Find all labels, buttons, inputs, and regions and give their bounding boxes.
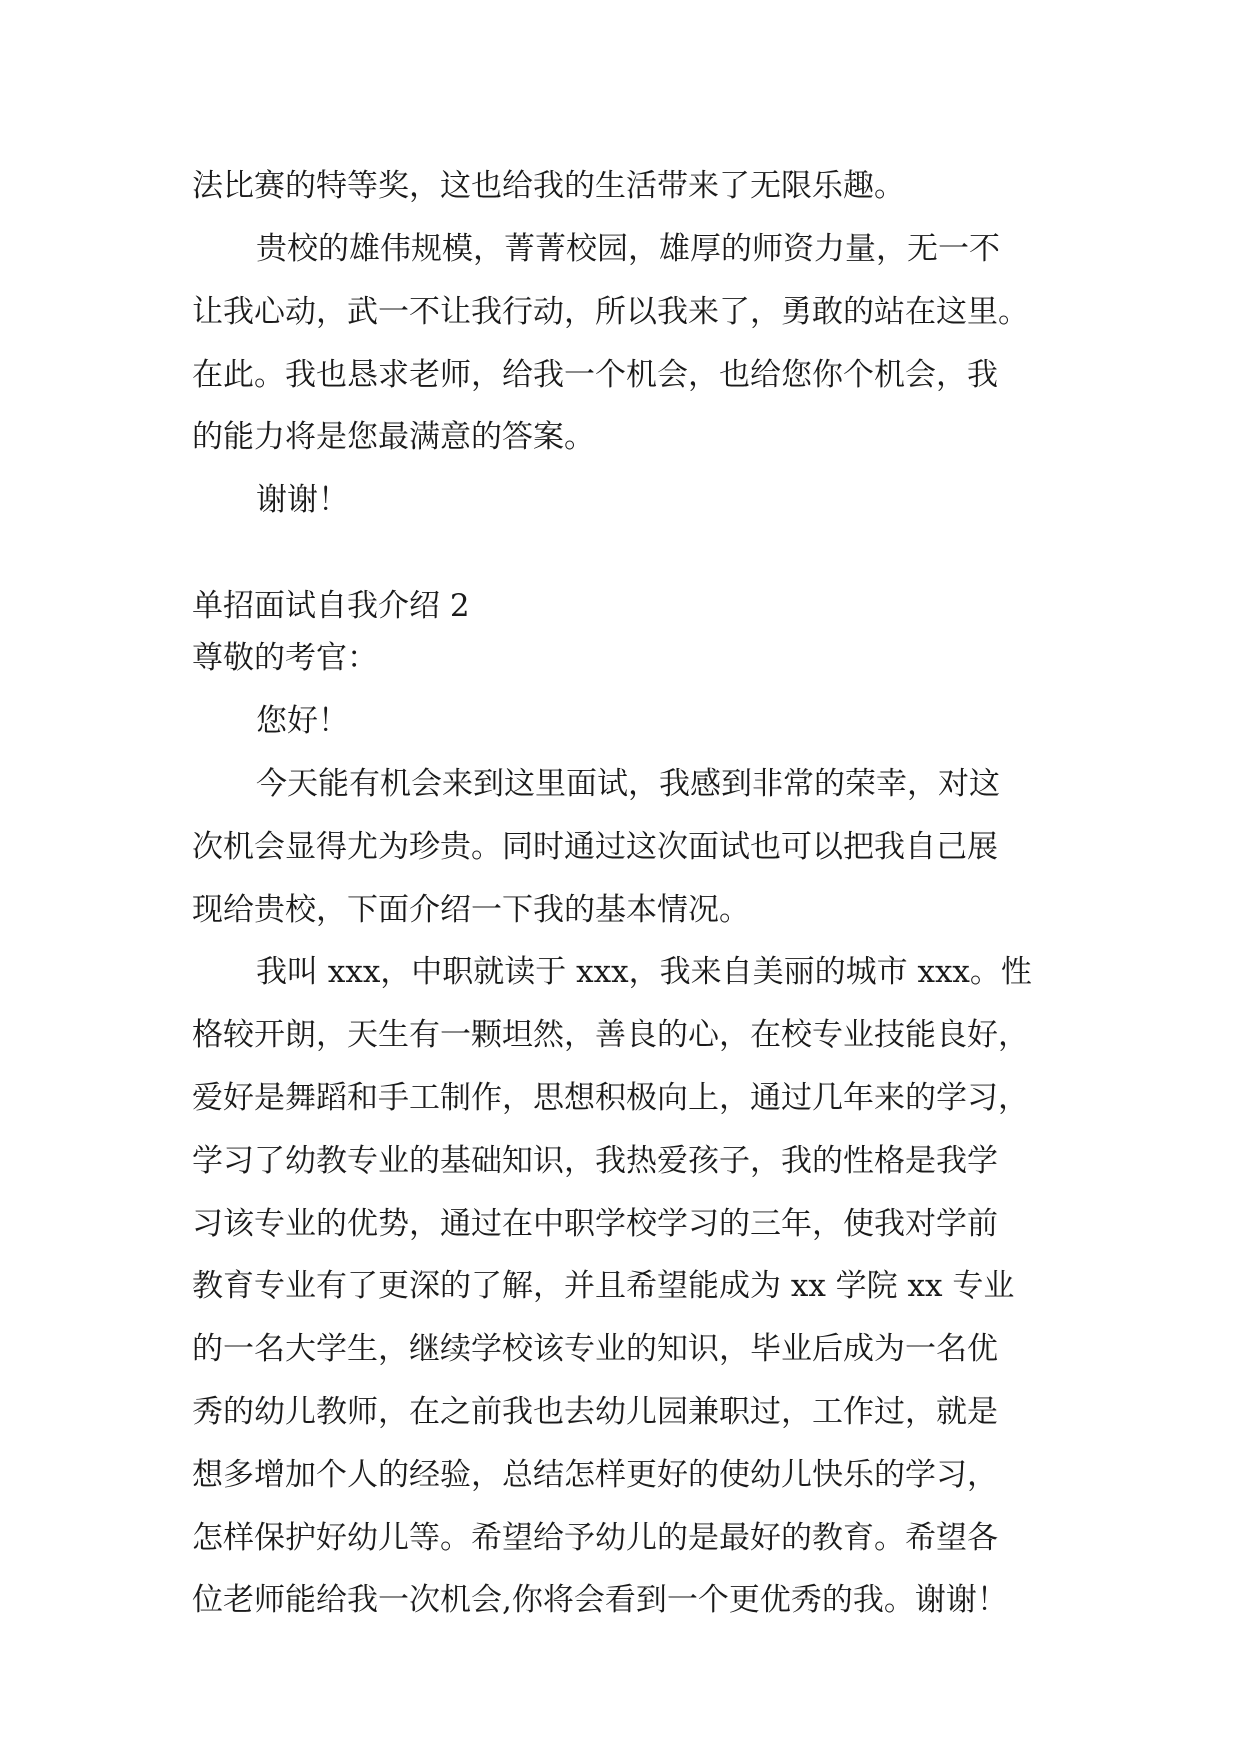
- greeting: 您好！: [256, 703, 349, 739]
- paragraph-line: 法比赛的特等奖，这也给我的生活带来了无限乐趣。: [192, 168, 905, 204]
- paragraph-line: 次机会显得尤为珍贵。同时通过这次面试也可以把我自己展: [192, 829, 998, 865]
- paragraph-line: 习该专业的优势，通过在中职学校学习的三年，使我对学前: [192, 1206, 998, 1242]
- paragraph-line: 秀的幼儿教师，在之前我也去幼儿园兼职过，工作过，就是: [192, 1394, 998, 1430]
- paragraph-line: 爱好是舞蹈和手工制作，思想积极向上，通过几年来的学习，: [192, 1080, 1029, 1116]
- closing-thanks: 谢谢！: [256, 482, 349, 518]
- paragraph-line: 的能力将是您最满意的答案。: [192, 419, 595, 455]
- salutation: 尊敬的考官：: [192, 640, 378, 676]
- paragraph-line: 贵校的雄伟规模，菁菁校园，雄厚的师资力量，无一不: [256, 231, 1000, 267]
- paragraph-line: 教育专业有了更深的了解，并且希望能成为 xx 学院 xx 专业: [192, 1268, 1015, 1304]
- paragraph-line: 学习了幼教专业的基础知识，我热爱孩子，我的性格是我学: [192, 1143, 998, 1179]
- paragraph-line: 我叫 xxx，中职就读于 xxx，我来自美丽的城市 xxx。性: [256, 954, 1032, 990]
- paragraph-line: 位老师能给我一次机会,你将会看到一个更优秀的我。谢谢！: [192, 1582, 1008, 1618]
- paragraph-line: 今天能有机会来到这里面试，我感到非常的荣幸，对这: [256, 766, 1000, 802]
- paragraph-line: 格较开朗，天生有一颗坦然，善良的心，在校专业技能良好，: [192, 1017, 1029, 1053]
- paragraph-line: 想多增加个人的经验，总结怎样更好的使幼儿快乐的学习，: [192, 1457, 998, 1493]
- section-heading: 单招面试自我介绍 2: [192, 588, 470, 624]
- paragraph-line: 在此。我也恳求老师，给我一个机会，也给您你个机会，我: [192, 357, 998, 393]
- paragraph-line: 让我心动，武一不让我行动，所以我来了，勇敢的站在这里。: [192, 294, 1029, 330]
- paragraph-line: 怎样保护好幼儿等。希望给予幼儿的是最好的教育。希望各: [192, 1520, 998, 1556]
- paragraph-line: 的一名大学生，继续学校该专业的知识，毕业后成为一名优: [192, 1331, 998, 1367]
- paragraph-line: 现给贵校，下面介绍一下我的基本情况。: [192, 892, 750, 928]
